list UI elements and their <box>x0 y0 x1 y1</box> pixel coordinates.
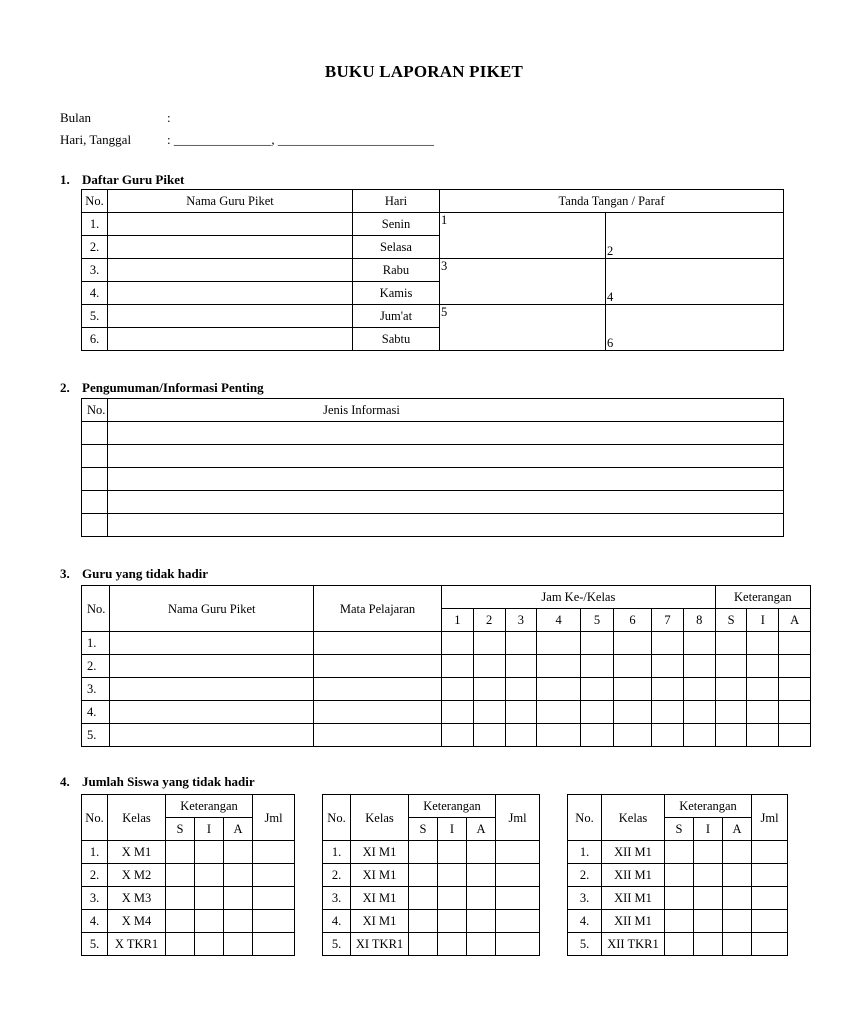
table-row: 5. X TKR1 <box>82 933 295 956</box>
table-row: 3. <box>82 678 811 701</box>
signature-cell[interactable]: 1 <box>440 213 606 259</box>
header-no: No. <box>82 586 110 632</box>
table-row: 4. XII M1 <box>568 910 788 933</box>
section-4-heading: 4. Jumlah Siswa yang tidak hadir <box>60 774 255 789</box>
header-no: No. <box>82 190 108 213</box>
page-title: BUKU LAPORAN PIKET <box>324 62 524 81</box>
table-row: 5. <box>82 724 811 747</box>
signature-cell[interactable]: 2 <box>606 236 784 259</box>
bulan-separator: : <box>167 110 171 125</box>
siswa-tidak-hadir-table-xii: No. Kelas Keterangan Jml S I A 1. XII M1 2. XII M1 3. XII M1 4. XII M1 5. XII TKR1 <box>567 794 788 956</box>
guru-tidak-hadir-table: No. Nama Guru Piket Mata Pelajaran Jam Ke-/Kelas Keterangan 1 2 3 4 5 6 7 8 S I A 1. 2. 3. 4. 5. <box>81 585 811 747</box>
header-mata-pelajaran: Mata Pelajaran <box>314 586 442 632</box>
header-jam-kelas: Jam Ke-/Kelas <box>442 586 716 609</box>
section-2-heading: 2. Pengumuman/Informasi Penting <box>60 380 264 395</box>
header-nama-guru: Nama Guru Piket <box>110 586 314 632</box>
signature-cell[interactable]: 4 <box>606 282 784 305</box>
table-row: 1. X M1 <box>82 841 295 864</box>
bulan-label: Bulan <box>60 110 92 125</box>
header-hari: Hari <box>353 190 440 213</box>
daftar-guru-piket-table <box>81 189 784 351</box>
table-row: 1. XI M1 <box>323 841 540 864</box>
section-1-heading: 1. Daftar Guru Piket <box>60 172 185 187</box>
siswa-tidak-hadir-table-x: No. Kelas Keterangan Jml S I A 1. X M1 2. X M2 3. X M3 4. X M4 5. X TKR1 <box>81 794 295 956</box>
hari-tanggal-label: Hari, Tanggal <box>60 132 132 147</box>
table-row: 2. X M2 <box>82 864 295 887</box>
table-row: 6. Sabtu 6 <box>82 328 784 351</box>
table-row <box>82 445 784 468</box>
table-row <box>82 514 784 537</box>
table-row: 2. XII M1 <box>568 864 788 887</box>
table-row: 5. XII TKR1 <box>568 933 788 956</box>
header-tanda-tangan: Tanda Tangan / Paraf <box>440 190 784 213</box>
table-row: 4. <box>82 701 811 724</box>
header-nama-guru: Nama Guru Piket <box>108 190 353 213</box>
table-row <box>82 491 784 514</box>
table-row: 4. Kamis 4 <box>82 282 784 305</box>
table-row: 2. <box>82 655 811 678</box>
table-row: 2. XI M1 <box>323 864 540 887</box>
table-row: 4. X M4 <box>82 910 295 933</box>
hari-tanggal-blank: : _______________, ________________________ <box>167 132 434 147</box>
signature-cell[interactable]: 6 <box>606 328 784 351</box>
table-row: 5. XI TKR1 <box>323 933 540 956</box>
table-row: 1. XII M1 <box>568 841 788 864</box>
table-row: 2. Selasa 2 <box>82 236 784 259</box>
table-row: 3. X M3 <box>82 887 295 910</box>
table-row: 3. XII M1 <box>568 887 788 910</box>
table-row: 3. XI M1 <box>323 887 540 910</box>
signature-cell[interactable]: 5 <box>440 305 606 351</box>
signature-cell[interactable]: 3 <box>440 259 606 305</box>
table-row: 5. Jum'at 5 <box>82 305 784 328</box>
table-row: 4. XI M1 <box>323 910 540 933</box>
table-row: 1. Senin 1 <box>82 213 784 236</box>
table-row: 1. <box>82 632 811 655</box>
header-jenis-informasi: Jenis Informasi <box>108 399 784 422</box>
header-keterangan: Keterangan <box>715 586 810 609</box>
header-no: No. <box>82 399 108 422</box>
table-row <box>82 468 784 491</box>
table-row: 3. Rabu 3 <box>82 259 784 282</box>
section-3-heading: 3. Guru yang tidak hadir <box>60 566 209 581</box>
informasi-penting-table <box>81 398 784 537</box>
siswa-tidak-hadir-table-xi: No. Kelas Keterangan Jml S I A 1. XI M1 2. XI M1 3. XI M1 4. XI M1 5. XI TKR1 <box>322 794 540 956</box>
table-row <box>82 422 784 445</box>
